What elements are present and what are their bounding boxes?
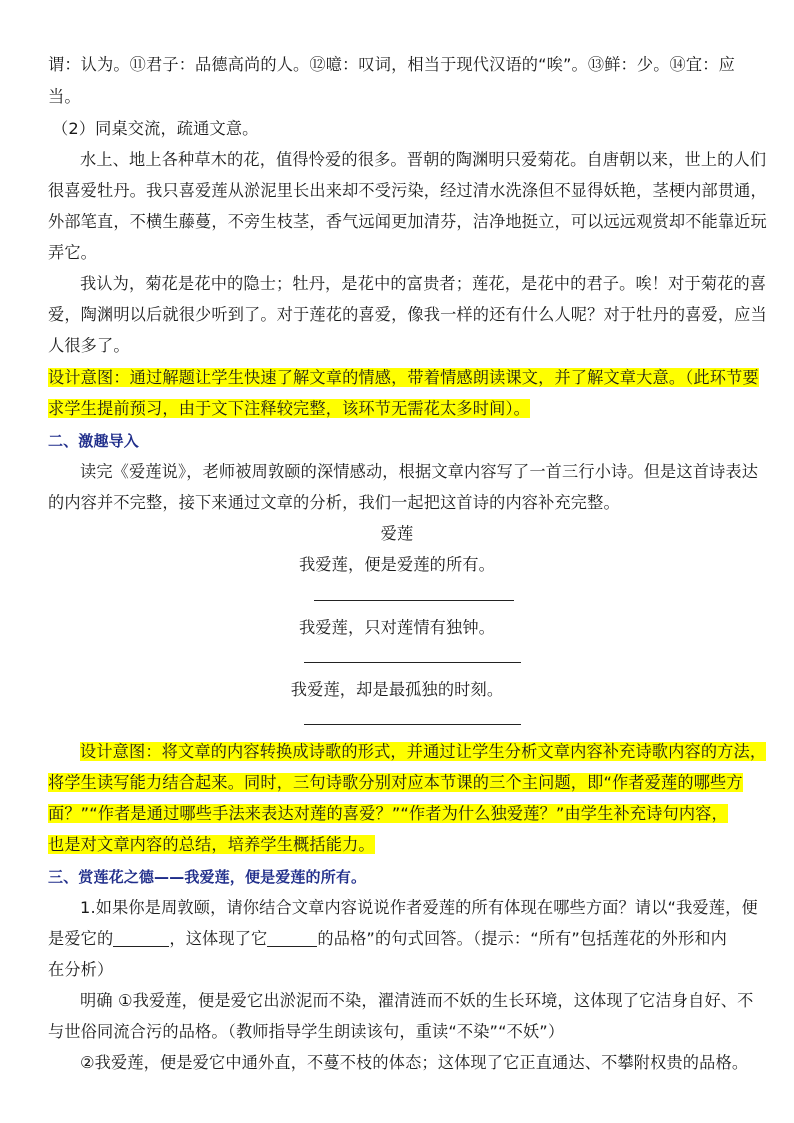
- notes-line: 当。: [48, 87, 81, 106]
- answer-paragraph: 明确 ①我爱莲，便是爱它出淤泥而不染，濯清涟而不妖的生长环境，这体现了它洁身自好、不: [80, 991, 754, 1010]
- fill-blank: [113, 930, 169, 947]
- intro-paragraph: 读完《爱莲说》，老师被周敦颐的深情感动，根据文章内容写了一首三行小诗。但是这首诗表达: [80, 462, 759, 481]
- question-1: 在分析）: [48, 960, 114, 979]
- highlighted-text: 设计意图：通过解题让学生快速了解文章的情感，带着情感朗读课文，并了解文章大意。（此环节要: [48, 368, 759, 387]
- design-intent-2: [48, 834, 754, 856]
- design-intent-1: [48, 398, 754, 420]
- poem-answer-blank: [304, 662, 521, 663]
- fill-blank: [267, 930, 317, 947]
- translation-paragraph: 爱，陶渊明以后就很少听到了。对于莲花的喜爱，像我一样的还有什么人呢？对于牡丹的喜爱，应当: [48, 305, 767, 324]
- poem-line: 我爱莲，只对莲情有独钟。: [298, 618, 496, 637]
- question-text: 是爱它的: [48, 929, 114, 948]
- question-1: 1.如果你是周敦颐，请你结合文章内容说说作者爱莲的所有体现在哪些方面？请以“我爱莲，便: [80, 898, 758, 917]
- section-heading-3: 三、赏莲花之德——我爱莲，便是爱莲的所有。: [48, 868, 367, 886]
- highlighted-text: 求学生提前预习，由于文下注释较完整，该环节无需花太多时间）。: [48, 399, 531, 418]
- translation-paragraph: 弄它。: [48, 243, 98, 262]
- poem-line: 我爱莲，却是最孤独的时刻。: [290, 680, 504, 699]
- highlighted-text: 面？”“作者是通过哪些手法来表达对莲的喜爱？”“作者为什么独爱莲？”由学生补充诗句内容，: [48, 804, 728, 823]
- poem-answer-blank: [304, 724, 521, 725]
- exchange-label: （2）同桌交流，疏通文意。: [52, 119, 259, 138]
- translation-paragraph: 水上、地上各种草木的花，值得怜爱的很多。晋朝的陶渊明只爱菊花。自唐朝以来，世上的人们: [80, 150, 767, 169]
- poem-answer-blank: [314, 600, 514, 601]
- design-intent-2: [48, 803, 754, 825]
- question-text: 的品格”的句式回答。（提示：“所有”包括莲花的外形和内: [317, 929, 727, 948]
- translation-paragraph: 我认为，菊花是花中的隐士；牡丹，是花中的富贵者；莲花，是花中的君子。唉！对于菊花的喜: [80, 274, 767, 293]
- intro-paragraph: 的内容并不完整，接下来通过文章的分析，我们一起把这首诗的内容补充完整。: [48, 493, 620, 512]
- translation-paragraph: 人很多了。: [48, 336, 130, 355]
- design-intent-1: [48, 367, 759, 389]
- poem-title: 爱莲: [380, 524, 414, 543]
- notes-line: 谓：认为。⑪君子：品德高尚的人。⑫噫：叹词，相当于现代汉语的“唉”。⑬鲜：少。⑭宜：应: [48, 55, 735, 74]
- answer-paragraph: 与世俗同流合污的品格。（教师指导学生朗读该句，重读“不染”“不妖”）: [48, 1022, 565, 1041]
- section-heading-2: 二、激趣导入: [48, 432, 139, 450]
- translation-paragraph: 很喜爱牡丹。我只喜爱莲从淤泥里长出来却不受污染，经过清水洗涤但不显得妖艳，茎梗内部贯通，: [48, 181, 767, 200]
- design-intent-2: [80, 741, 767, 763]
- question-1: [48, 928, 754, 950]
- design-intent-2: [48, 772, 754, 794]
- highlighted-text: 将学生读写能力结合起来。同时，三句诗歌分别对应本节课的三个主问题，即“作者爱莲的哪些方: [48, 773, 743, 792]
- translation-paragraph: 外部笔直，不横生藤蔓，不旁生枝茎，香气远闻更加清芬，洁净地挺立，可以远远观赏却不能靠近玩: [48, 212, 767, 231]
- highlighted-text: 也是对文章内容的总结，培养学生概括能力。: [48, 835, 375, 854]
- highlighted-text: 设计意图：将文章的内容转换成诗歌的形式，并通过让学生分析文章内容补充诗歌内容的方法，: [80, 742, 767, 761]
- answer-paragraph: ②我爱莲，便是爱它中通外直，不蔓不枝的体态；这体现了它正直通达、不攀附权贵的品格。: [80, 1053, 749, 1072]
- question-text: ，这体现了它: [169, 929, 268, 948]
- poem-line: 我爱莲，便是爱莲的所有。: [298, 555, 496, 574]
